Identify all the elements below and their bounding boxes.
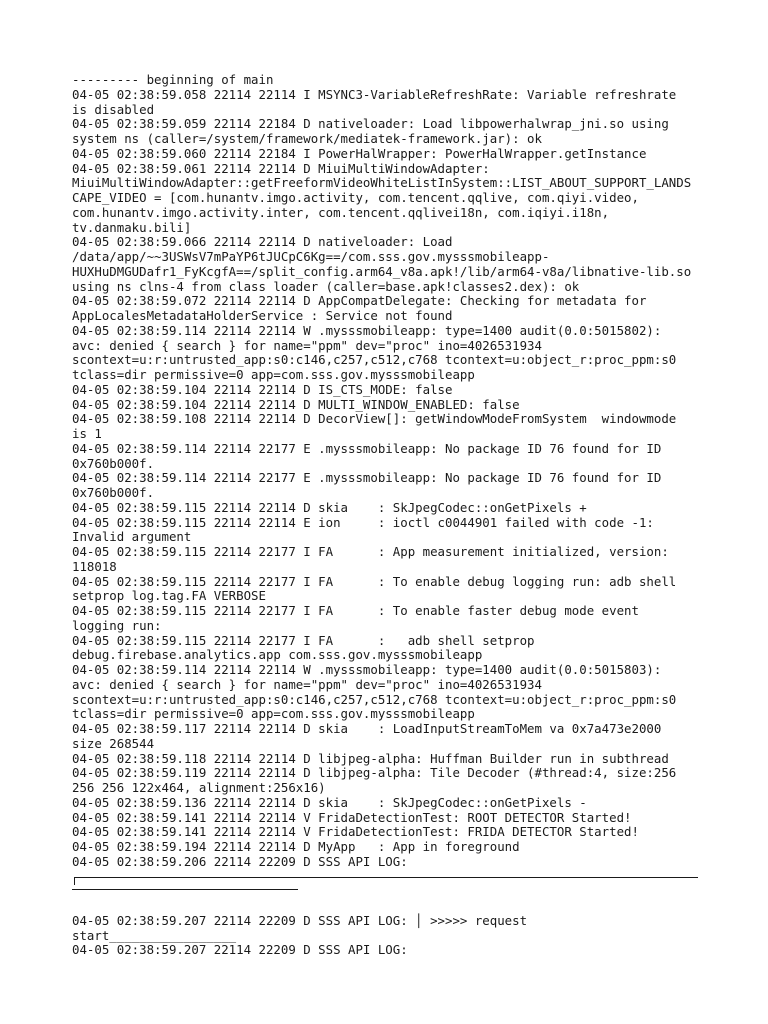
log-line: 04-05 02:38:59.115 22114 22114 E ion : ioctl c0044901 failed with code -1: (72, 514, 654, 530)
log-line: 04-05 02:38:59.136 22114 22114 D skia : SkJpegCodec::onGetPixels - (72, 794, 587, 810)
log-line: 04-05 02:38:59.119 22114 22114 D libjpeg-alpha: Tile Decoder (#thread:4, size:256 (72, 765, 677, 781)
log-line: AppLocalesMetadataHolderService : Service not found (72, 308, 453, 323)
log-line: 04-05 02:38:59.115 22114 22177 I FA : App measurement initialized, version: (72, 544, 669, 559)
log-line: 04-05 02:38:59.118 22114 22114 D libjpeg-alpha: Huffman Builder run in subthread (72, 750, 669, 766)
log-line: tclass=dir permissive=0 app=com.sss.gov.mysssmobileapp (72, 367, 475, 382)
log-line: /data/app/~~3USWsV7mPaYP6tJUCpC6Kg==/com.sss.gov.mysssmobileapp- (72, 249, 550, 264)
log-line: 04-05 02:38:59.115 22114 22177 I FA : To enable debug logging run: adb shell (72, 573, 677, 589)
log-line: 04-05 02:38:59.206 22114 22209 D SSS API LOG: (72, 853, 408, 869)
log-line: start_________________ (72, 927, 237, 943)
log-line: 04-05 02:38:59.114 22114 22114 W .mysssmobileapp: type=1400 audit(0.0:5015803): (72, 662, 662, 677)
log-line: 0x760b000f. (72, 485, 155, 500)
log-line: 04-05 02:38:59.059 22114 22184 D nativeloader: Load libpowerhalwrap_jni.so using (72, 116, 669, 132)
log-line: tclass=dir permissive=0 app=com.sss.gov.mysssmobileapp (72, 706, 475, 722)
log-line: 04-05 02:38:59.114 22114 22114 W .mysssmobileapp: type=1400 audit(0.0:5015802): (72, 322, 662, 338)
log-line: Invalid argument (72, 529, 192, 545)
log-line: 04-05 02:38:59.115 22114 22114 D skia : SkJpegCodec::onGetPixels + (72, 499, 587, 515)
log-line: system ns (caller=/system/framework/mediatek-framework.jar): ok (72, 131, 542, 146)
log-line: --------- beginning of main (72, 72, 274, 87)
log-line: HUXHuDMGUDafr1_FyKcgfA==/split_config.arm64_v8a.apk!/lib/arm64-v8a/libnative-lib.so (72, 263, 692, 279)
log-line: is disabled (72, 101, 155, 117)
log-line: scontext=u:r:untrusted_app:s0:c146,c257,c512,c768 tcontext=u:object_r:proc_ppm:s0 (72, 691, 677, 707)
log-line: 04-05 02:38:59.115 22114 22177 I FA : To enable faster debug mode event (72, 603, 639, 618)
log-line: avc: denied { search } for name="ppm" dev="proc" ino=4026531934 (72, 337, 542, 353)
log-line: 04-05 02:38:59.104 22114 22114 D IS_CTS_MODE: false (72, 381, 453, 397)
log-line: 04-05 02:38:59.141 22114 22114 V FridaDetectionTest: FRIDA DETECTOR Started! (72, 824, 639, 840)
log-line: size 268544 (72, 735, 155, 751)
log-line: 04-05 02:38:59.061 22114 22114 D MiuiMultiWindowAdapter: (72, 160, 490, 176)
log-line: MiuiMultiWindowAdapter::getFreeformVideoWhiteListInSystem::LIST_ABOUT_SUPPORT_LANDS (72, 175, 692, 191)
log-line: 118018 (72, 558, 117, 574)
log-line: 04-05 02:38:59.194 22114 22114 D MyApp : App in foreground (72, 839, 520, 854)
log-line: 0x760b000f. (72, 455, 155, 471)
log-line: 04-05 02:38:59.207 22114 22209 D SSS API LOG: (72, 942, 408, 958)
log-line: 04-05 02:38:59.060 22114 22184 I PowerHalWrapper: PowerHalWrapper.getInstance (72, 145, 647, 161)
log-line: 04-05 02:38:59.058 22114 22114 I MSYNC3-VariableRefreshRate: Variable refreshrate (72, 86, 677, 102)
log-line: is 1 (72, 426, 102, 441)
log-line: debug.firebase.analytics.app com.sss.gov.mysssmobileapp (72, 647, 483, 663)
log-line: 04-05 02:38:59.072 22114 22114 D AppCompatDelegate: Checking for metadata for (72, 293, 647, 309)
log-line: scontext=u:r:untrusted_app:s0:c146,c257,c512,c768 tcontext=u:object_r:proc_ppm:s0 (72, 352, 677, 368)
log-line: com.hunantv.imgo.activity.inter, com.tencent.qqlivei18n, com.iqiyi.i18n, (72, 204, 610, 220)
log-line: 04-05 02:38:59.108 22114 22114 D DecorView[]: getWindowModeFromSystem windowmode (72, 411, 677, 427)
log-line: 04-05 02:38:59.115 22114 22177 I FA : adb shell setprop (72, 632, 535, 648)
log-line: 256 256 122x464, alignment:256x16) (72, 780, 326, 795)
box-wrap-line (72, 889, 298, 890)
log-line: 04-05 02:38:59.104 22114 22114 D MULTI_WINDOW_ENABLED: false (72, 396, 520, 412)
log-line: using ns clns-4 from class loader (caller=base.apk!classes2.dex): ok (72, 278, 580, 294)
log-line: CAPE_VIDEO = [com.hunantv.imgo.activity, com.tencent.qqlive, com.qiyi.video, (72, 190, 639, 205)
log-line: logging run: (72, 617, 162, 633)
log-line: 04-05 02:38:59.141 22114 22114 V FridaDetectionTest: ROOT DETECTOR Started! (72, 809, 632, 825)
log-line: 04-05 02:38:59.066 22114 22114 D nativeloader: Load (72, 234, 453, 250)
box-top-border (72, 870, 728, 885)
log-line: 04-05 02:38:59.114 22114 22177 E .mysssmobileapp: No package ID 76 found for ID (72, 470, 662, 486)
blank-line (72, 899, 728, 914)
log-line: tv.danmaku.bili] (72, 219, 192, 235)
log-line: avc: denied { search } for name="ppm" dev="proc" ino=4026531934 (72, 676, 542, 692)
log-line: 04-05 02:38:59.114 22114 22177 E .mysssmobileapp: No package ID 76 found for ID (72, 440, 662, 456)
box-top-line (74, 877, 698, 878)
log-output (72, 73, 728, 958)
log-line: 04-05 02:38:59.207 22114 22209 D SSS API LOG: │ >>>>> request (72, 912, 528, 928)
log-line: 04-05 02:38:59.117 22114 22114 D skia : LoadInputStreamToMem va 0x7a473e2000 (72, 721, 662, 736)
box-wrap-border (72, 884, 728, 899)
log-line: setprop log.tag.FA VERBOSE (72, 588, 266, 604)
